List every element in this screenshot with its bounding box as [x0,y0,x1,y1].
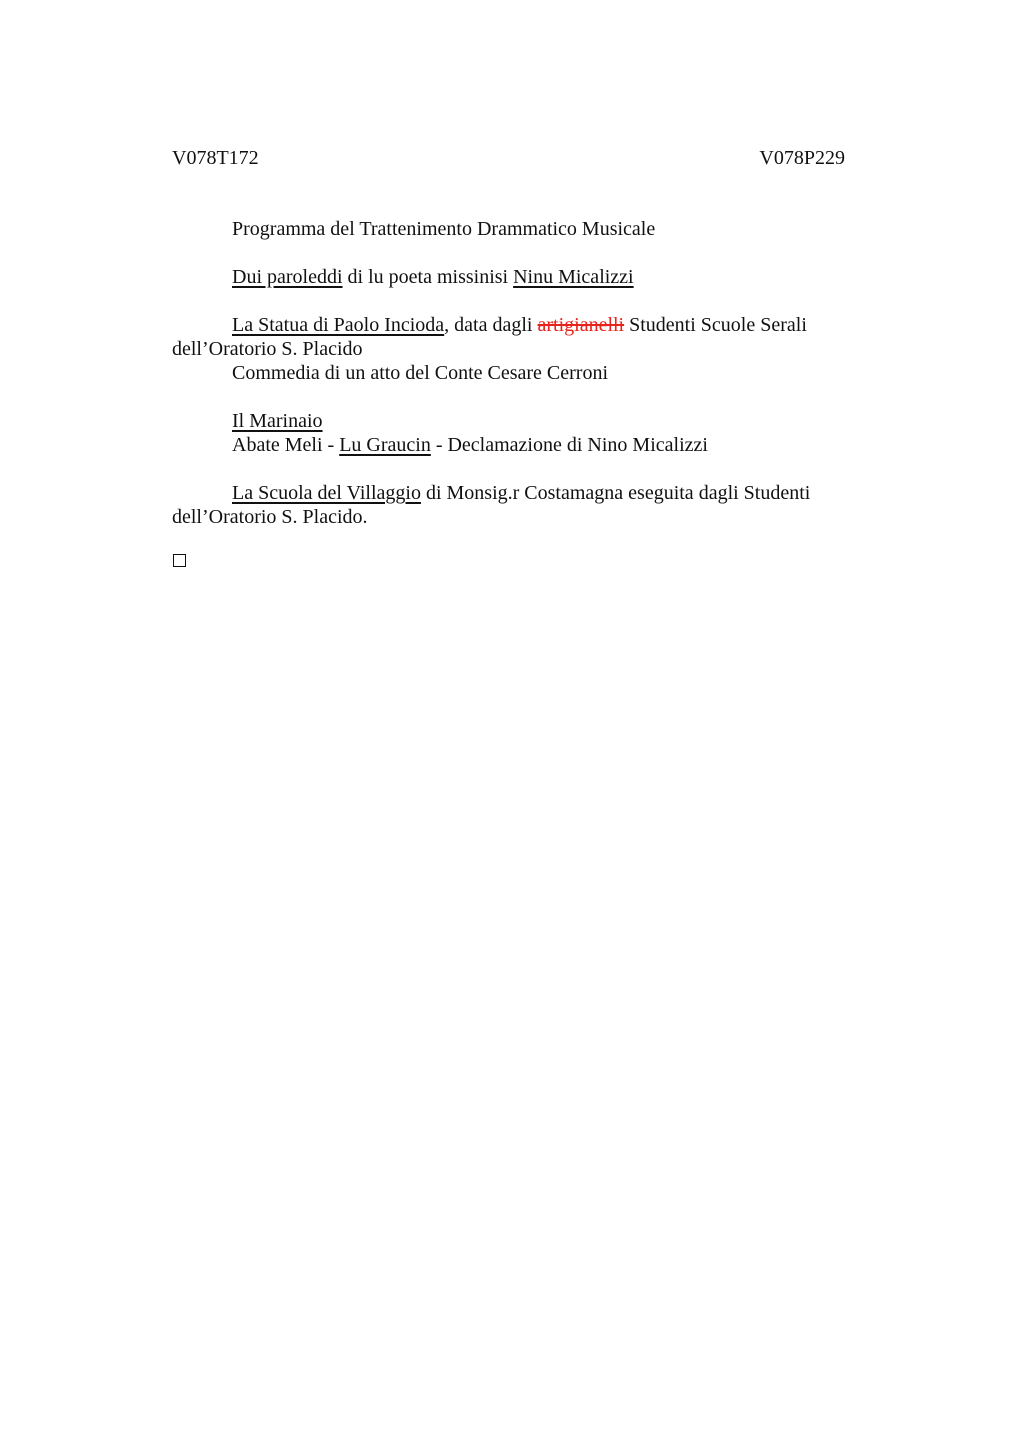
program-item-4 [172,481,844,529]
item3-title: Il Marinaio [232,410,323,432]
item1-author: Ninu Micalizzi [513,266,634,288]
item2-middle: , data dagli [444,314,538,336]
item2-title: La Statua di Paolo Incioda [232,314,445,336]
item2-line1 [172,313,844,337]
item4-line2: dell’Oratorio S. Placido. [172,506,368,528]
item2-line3: Commedia di un atto del Conte Cesare Cerroni [232,362,609,384]
program-item-3 [172,409,844,457]
item3-prefix: Abate Meli - [232,434,340,456]
item2-rest-line1: Studenti Scuole Serali [624,314,807,336]
item2-line2: dell’Oratorio S. Placido [172,338,363,360]
item2-deleted-word: artigianelli [537,314,625,336]
item3-work: Lu Graucin [339,434,431,456]
program-title: Programma del Trattenimento Drammatico Musicale [232,218,656,240]
header-right-code: V078P229 [759,147,845,169]
item1-title: Dui paroleddi [232,266,343,288]
header-left-code: V078T172 [172,147,259,169]
item4-line1 [172,481,844,505]
document-body [172,217,844,553]
checkbox-empty-icon [173,554,186,567]
item4-title: La Scuola del Villaggio [232,482,421,504]
program-item-2 [172,313,844,385]
item1-middle: di lu poeta missinisi [342,266,514,288]
item4-rest-line1: di Monsig.r Costamagna eseguita dagli Studenti [420,482,811,504]
item3-suffix: - Declamazione di Nino Micalizzi [430,434,708,456]
item3-line2 [232,433,844,457]
program-item-1 [172,265,844,289]
